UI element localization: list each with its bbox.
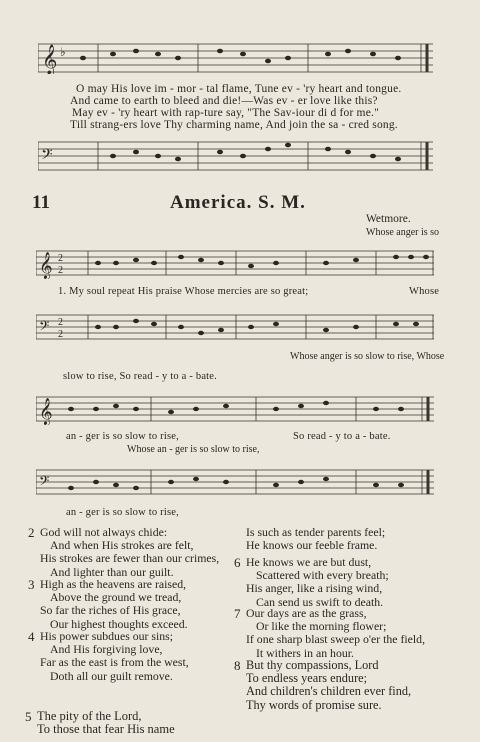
verse-5-continued — [246, 526, 385, 552]
verse-4 — [28, 629, 189, 683]
verse-6 — [234, 555, 389, 609]
system1-lyric-cont: slow to rise, So read - y to a - bate. — [63, 371, 217, 382]
verse-line: Or like the morning flower; — [256, 619, 387, 634]
verse-line: Doth all our guilt remove. — [50, 668, 173, 683]
top-lyric-1: O may His love im - mor - tal flame, Tune ev - 'ry heart and tongue. — [76, 83, 402, 95]
svg-text:2: 2 — [58, 253, 63, 264]
svg-text:2: 2 — [58, 265, 63, 276]
verse-line: He knows we are but dust, — [246, 555, 372, 569]
verse-5 — [25, 709, 175, 737]
svg-text:𝄞: 𝄞 — [39, 399, 53, 424]
verse-line: And His forgiving love, — [50, 642, 163, 657]
verse-line: Above the ground we tread, — [50, 590, 182, 605]
svg-text:𝄢: 𝄢 — [41, 146, 53, 166]
verse-line: He knows our feeble frame. — [246, 538, 378, 553]
svg-text:♭: ♭ — [60, 45, 66, 59]
system2-treble-staff — [36, 395, 434, 425]
verse-line: Scattered with every breath; — [256, 568, 389, 583]
system2-bass-staff — [36, 468, 434, 498]
top-lyric-3: May ev - 'ry heart with rap-ture say, "The Sav-iour di d for me." — [72, 107, 379, 119]
verse-number: 7 — [234, 606, 241, 621]
system1-treble-staff — [36, 249, 434, 279]
verse-number: 4 — [28, 629, 35, 644]
verse-8 — [234, 658, 412, 712]
verse-line: High as the heavens are raised, — [40, 577, 187, 591]
verse-line: It withers in an hour. — [256, 645, 354, 660]
system1-lyric: 1. My soul repeat His praise Whose mercies are so great; — [58, 286, 309, 297]
verse-line: Is such as tender parents feel; — [246, 525, 386, 539]
verse-number: 3 — [28, 577, 35, 592]
verse-2 — [28, 525, 220, 579]
verse-7 — [234, 606, 426, 660]
verse-line: His anger, like a rising wind, — [246, 581, 383, 596]
composer: Wetmore. — [366, 213, 411, 225]
system1-bass-staff — [36, 313, 434, 343]
verse-line: Our highest thoughts exceed. — [50, 616, 188, 631]
top-bass-staff — [38, 138, 433, 172]
svg-text:𝄞: 𝄞 — [42, 45, 58, 74]
verse-line: God will not always chide: — [40, 525, 168, 539]
system2-lyric-a: an - ger is so slow to rise, — [66, 431, 179, 442]
verse-line: His strokes are fewer than our crimes, — [40, 551, 220, 566]
verse-line: And lighter than our guilt. — [50, 564, 174, 579]
verse-line: Can send us swift to death. — [256, 594, 384, 609]
verse-number: 8 — [234, 658, 241, 673]
top-treble-staff — [38, 40, 433, 74]
verse-line: If one sharp blast sweep o'er the field, — [246, 632, 426, 647]
verse-line: Our days are as the grass, — [246, 606, 367, 620]
verse-number: 6 — [234, 555, 241, 570]
svg-text:2: 2 — [58, 317, 63, 328]
verse-line: Thy words of promise sure. — [246, 697, 382, 712]
verse-number: 2 — [28, 525, 35, 540]
svg-text:𝄢: 𝄢 — [39, 320, 50, 337]
verse-line: And when His strokes are felt, — [50, 538, 194, 553]
hymn-number: 11 — [32, 192, 50, 213]
verse-number: 5 — [25, 709, 32, 724]
verse-line: To endless years endure; — [246, 671, 368, 686]
system1-lyric-end: Whose — [409, 286, 440, 297]
verse-3 — [28, 577, 188, 631]
system2-bass-lyric: an - ger is so slow to rise, — [66, 507, 179, 518]
verse-line: And children's children ever find, — [246, 684, 412, 699]
bass-cue-2: Whose anger is so slow to rise, Whose — [290, 351, 445, 362]
system2-lyric-b: So read - y to a - bate. — [293, 431, 391, 442]
verse-line: So far the riches of His grace, — [40, 603, 181, 618]
top-lyric-4: Till strang-ers love Thy charming name, And join the sa - cred song. — [70, 119, 398, 131]
verse-line: To those that fear His name — [37, 722, 175, 737]
verse-line: Far as the east is from the west, — [40, 655, 189, 670]
verse-line: His power subdues our sins; — [40, 629, 174, 643]
top-lyric-2: And came to earth to bleed and die!—Was ev - er love like this? — [70, 95, 378, 107]
hymn-title: America. S. M. — [170, 192, 306, 213]
svg-text:𝄢: 𝄢 — [39, 475, 50, 492]
svg-text:𝄞: 𝄞 — [39, 253, 53, 278]
verse-line: But thy compassions, Lord — [246, 658, 379, 672]
bass-cue-1: Whose anger is so — [366, 227, 440, 238]
verse-line: The pity of the Lord, — [37, 709, 142, 723]
svg-text:2: 2 — [58, 329, 63, 340]
bass-cue-3: Whose an - ger is so slow to rise, — [127, 444, 260, 455]
